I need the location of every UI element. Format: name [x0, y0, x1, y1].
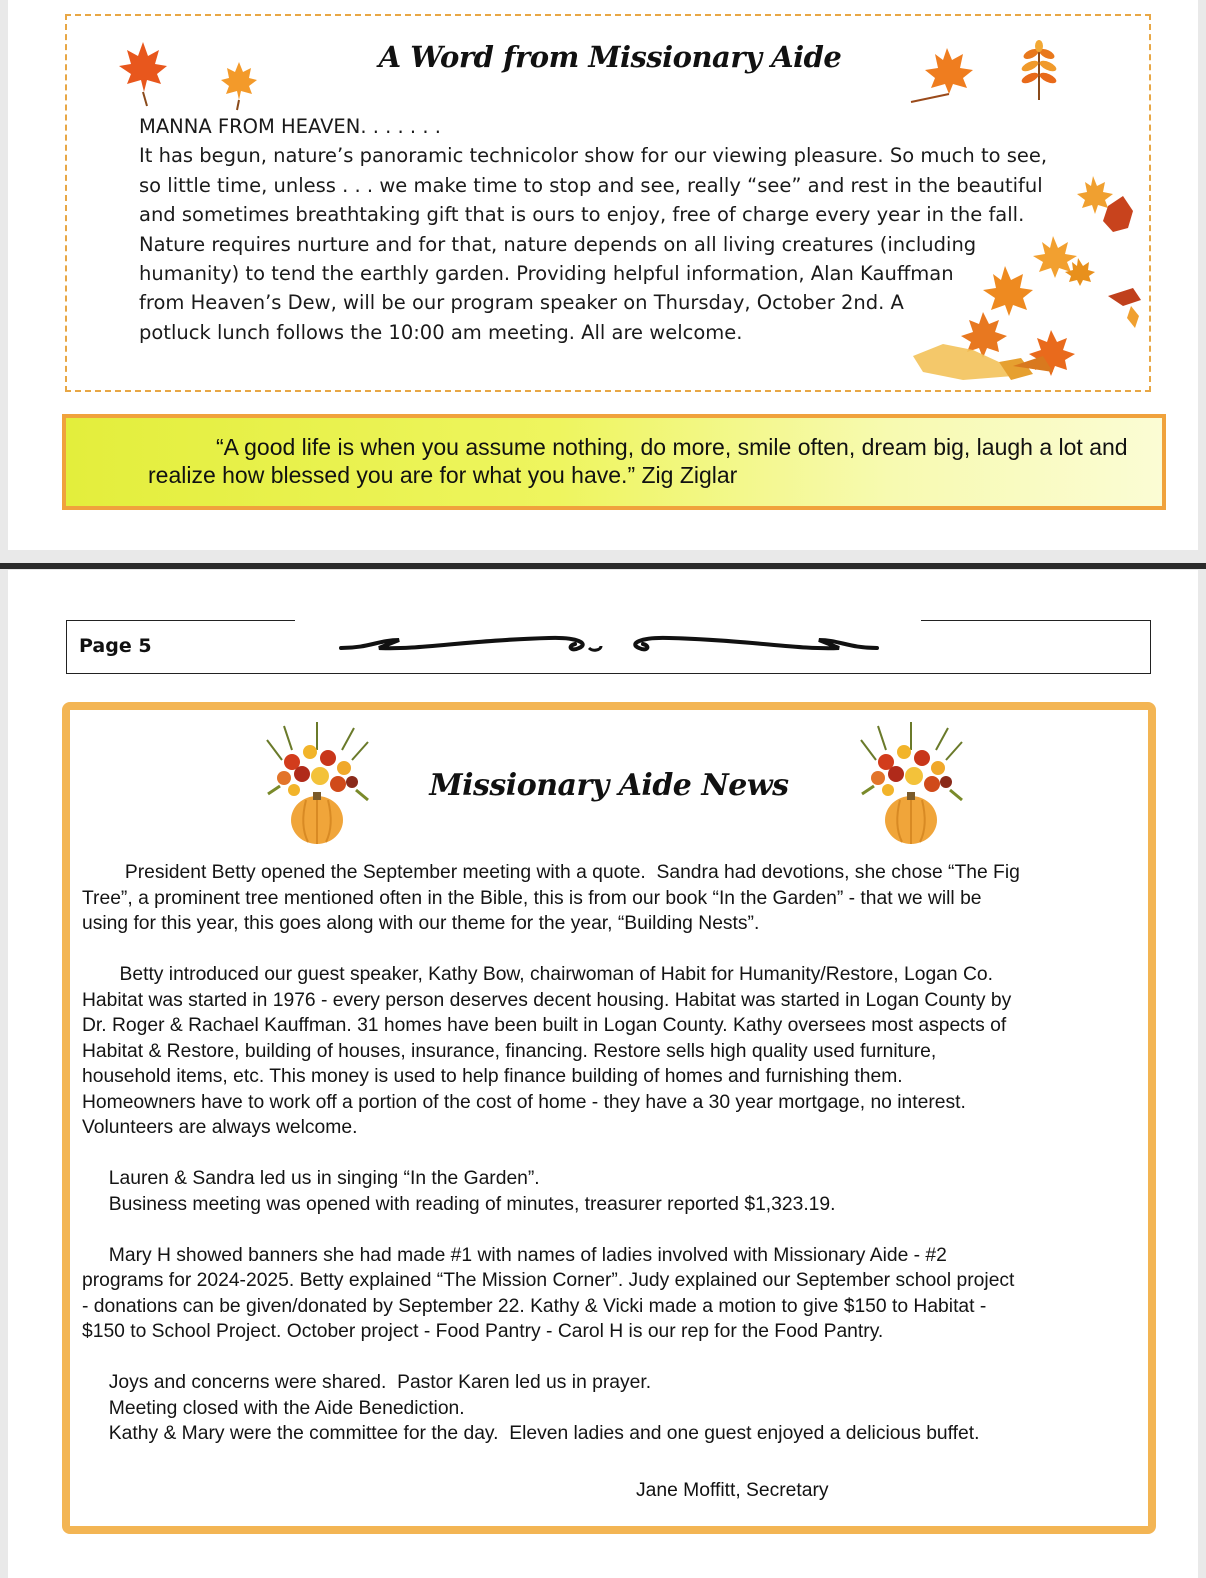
- secretary-signature: Jane Moffitt, Secretary: [636, 1480, 829, 1501]
- manna-line: and sometimes breathtaking gift that is ours to enjoy, free of charge every year in the fall.: [139, 203, 1025, 227]
- missionary-aide-word-box: [65, 14, 1151, 392]
- news-line: Habitat was started in 1976 - every person deserves decent housing. Habitat was started in Logan County by: [82, 989, 1012, 1011]
- news-line: Joys and concerns were shared. Pastor Karen led us in prayer.: [82, 1372, 652, 1393]
- news-title: Missionary Aide News: [429, 768, 789, 803]
- news-line: programs for 2024-2025. Betty explained “The Mission Corner”. Judy explained our September school project: [82, 1270, 1015, 1291]
- manna-from-heaven-text: [139, 112, 1069, 347]
- news-body: [82, 860, 1142, 1447]
- quote-text-line: realize how blessed you are for what you have.” Zig Ziglar: [148, 462, 738, 488]
- news-line: using for this year, this goes along with our theme for the year, “Building Nests”.: [82, 913, 760, 934]
- news-line: Habitat & Restore, building of houses, insurance, financing. Restore sells high quality used furniture,: [82, 1040, 937, 1062]
- news-line: Betty introduced our guest speaker, Kathy Bow, chairwoman of Habit for Humanity/Restore, Logan Co.: [82, 964, 993, 985]
- news-line: household items, etc. This money is used to help finance building of homes and furnishing them.: [82, 1066, 903, 1087]
- news-line: Dr. Roger & Rachael Kauffman. 31 homes have been built in Logan County. Kathy oversees most aspects of: [82, 1015, 1007, 1036]
- news-line: $150 to School Project. October project - Food Pantry - Carol H is our rep for the Food Pantry.: [82, 1321, 884, 1342]
- newsletter-page-top: [8, 0, 1198, 550]
- news-line: Meeting closed with the Aide Benediction.: [82, 1397, 465, 1419]
- news-line: Mary H showed banners she had made #1 with names of ladies involved with Missionary Aide - #2: [82, 1244, 947, 1266]
- newsletter-page-bottom: [8, 570, 1198, 1578]
- maple-leaf-icon: [905, 44, 981, 104]
- news-line: Kathy & Mary were the committee for the day. Eleven ladies and one guest enjoyed a delicious buffet.: [82, 1423, 980, 1444]
- news-line: Business meeting was opened with reading of minutes, treasurer reported $1,323.19.: [82, 1193, 836, 1215]
- page-number-label: Page 5: [79, 635, 152, 657]
- maple-leaf-icon: [219, 60, 259, 112]
- header-gap: [295, 619, 921, 625]
- news-line: Homeowners have to work off a portion of the cost of home - they have a 30 year mortgage, no interest.: [82, 1091, 966, 1113]
- news-line: Volunteers are always welcome.: [82, 1117, 358, 1138]
- news-line: President Betty opened the September meeting with a quote. Sandra had devotions, she chose “The Fig: [82, 862, 1020, 883]
- page-divider: [0, 563, 1206, 569]
- missionary-aide-news-box: [62, 702, 1156, 1534]
- manna-line: potluck lunch follows the 10:00 am meeting. All are welcome.: [139, 320, 743, 344]
- word-from-aide-title: A Word from Missionary Aide: [378, 40, 842, 74]
- news-line: - donations can be given/donated by September 22. Kathy & Vicki made a motion to give $150 to Habitat -: [82, 1295, 987, 1317]
- page-header-bar: [66, 620, 1151, 674]
- autumn-leaf-sprig-icon: [1017, 38, 1061, 104]
- flourish-divider-icon: [339, 626, 879, 666]
- quote-box: [62, 414, 1166, 510]
- manna-line: so little time, unless . . . we make time to stop and see, really “see” and rest in the beautiful: [139, 173, 1043, 197]
- maple-leaf-icon: [117, 40, 169, 108]
- manna-line: Nature requires nurture and for that, nature depends on all living creatures (including: [139, 232, 977, 256]
- manna-line: from Heaven’s Dew, will be our program speaker on Thursday, October 2nd. A: [139, 291, 904, 315]
- quote-text-line: “A good life is when you assume nothing, do more, smile often, dream big, laugh a lot and: [216, 434, 1128, 460]
- news-line: Lauren & Sandra led us in singing “In the Garden”.: [82, 1168, 540, 1189]
- manna-line: MANNA FROM HEAVEN. . . . . . .: [139, 115, 441, 138]
- manna-line: It has begun, nature’s panoramic technicolor show for our viewing pleasure. So much to see,: [139, 144, 1048, 168]
- news-line: Tree”, a prominent tree mentioned often in the Bible, this is from our book “In the Garden” - that we will be: [82, 887, 982, 909]
- manna-line: humanity) to tend the earthly garden. Providing helpful information, Alan Kauffman: [139, 262, 954, 286]
